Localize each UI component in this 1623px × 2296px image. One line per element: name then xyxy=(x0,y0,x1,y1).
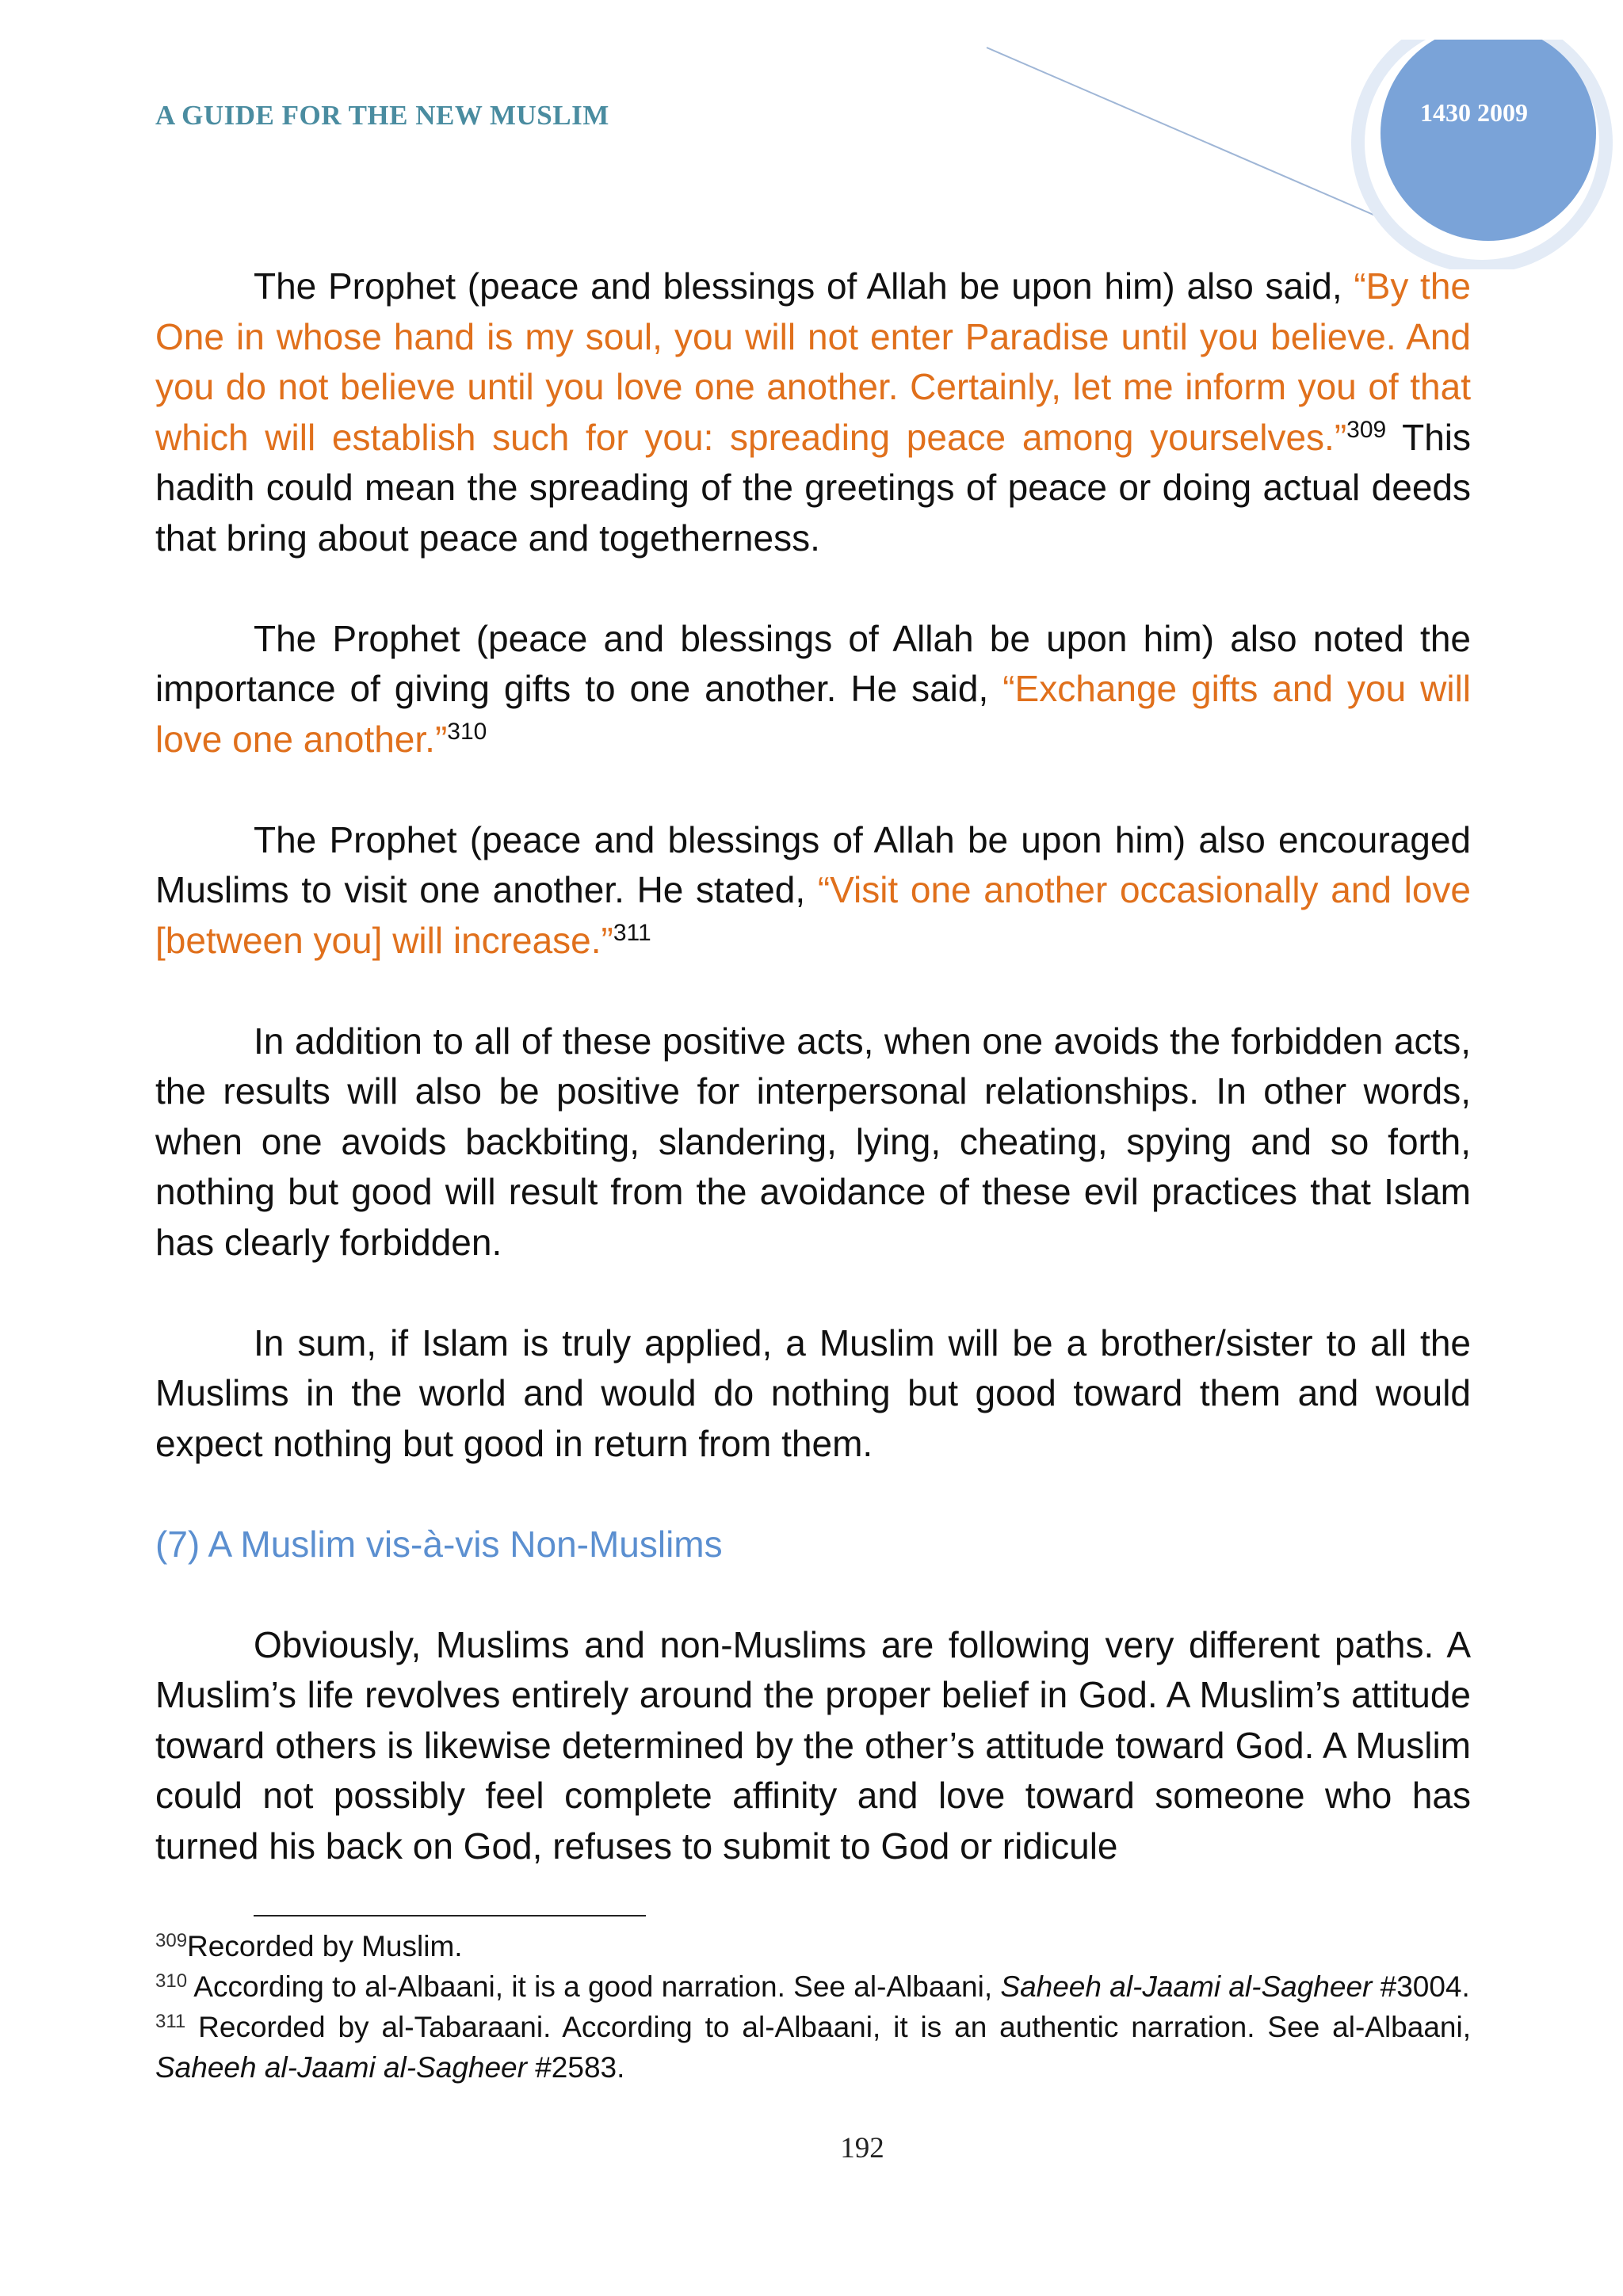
footnote-number: 311 xyxy=(155,2011,186,2032)
body-text xyxy=(155,261,1471,1871)
paragraph-text: The Prophet (peace and blessings of Allah be upon him) also noted the importance of giving gifts to one another. He said, xyxy=(155,617,1471,709)
paragraph xyxy=(155,261,1471,563)
paragraph-text: The Prophet (peace and blessings of Allah be upon him) also encouraged Muslims to visit one another. He stated, xyxy=(155,818,1471,910)
footnote xyxy=(155,2007,1471,2088)
section-heading: (7) A Muslim vis-à-vis Non-Muslims xyxy=(155,1523,723,1565)
page-number: 192 xyxy=(840,2132,884,2164)
paragraph xyxy=(155,815,1471,967)
paragraph: In sum, if Islam is truly applied, a Muslim will be a brother/sister to all the Muslims in the world and would do nothing but good toward them and would expect nothing but good in return from them. xyxy=(155,1322,1471,1464)
footnotes xyxy=(155,1926,1471,2088)
footnote-ref[interactable]: 311 xyxy=(613,919,651,946)
footnote-text: Recorded by al-Tabaraani. According to al-Albaani, it is an authentic narration. See al-Albaani, xyxy=(185,2011,1471,2043)
running-header-title: A GUIDE FOR THE NEW MUSLIM xyxy=(155,100,609,131)
footnote-text: Recorded by Muslim. xyxy=(187,1930,463,1962)
footnote-suffix: #3004. xyxy=(1372,1970,1470,2003)
paragraph: Obviously, Muslims and non-Muslims are following very different paths. A Muslim’s life revolves entirely around the proper belief in God. A Muslim’s attitude toward others is likewise determined by the other’s attitude toward God. A Muslim could not possibly feel complete affinity and love toward someone who has turned his back on God, refuses to submit to God or ridicule xyxy=(155,1623,1471,1867)
hadith-quote: “Visit one another occasionally and love [between you] will increase.” xyxy=(155,869,1472,961)
footnote-text: According to al-Albaani, it is a good narration. See al-Albaani, xyxy=(187,1970,1001,2003)
paragraph-text: This hadith could mean the spreading of the greetings of peace or doing actual deeds that bring about peace and togetherness. xyxy=(155,416,1471,559)
running-header-year: 1430 2009 xyxy=(1420,98,1528,127)
footnote xyxy=(155,1966,1471,2007)
paragraph: In addition to all of these positive acts, when one avoids the forbidden acts, the results will also be positive for interpersonal relationships. In other words, when one avoids backbiting, slandering, lying, cheating, spying and so forth, nothing but good will result from the avoidance of these evil practices that Islam has clearly forbidden. xyxy=(155,1020,1471,1263)
footnote-ref[interactable]: 309 xyxy=(1346,416,1387,443)
paragraph-text: The Prophet (peace and blessings of Allah be upon him) also said, xyxy=(254,265,1354,307)
footnote-number: 309 xyxy=(155,1930,188,1951)
hadith-quote: “By the One in whose hand is my soul, you will not enter Paradise until you believe. And you do not believe until you love one another. Certainly, let me inform you of that which will establish such for you: spreading peace among yourselves.” xyxy=(155,265,1471,458)
footnote-ref[interactable]: 310 xyxy=(447,718,487,745)
footnote-source-title: Saheeh al-Jaami al-Sagheer xyxy=(1000,1970,1373,2003)
footnote-separator xyxy=(254,1915,646,1917)
footnote xyxy=(155,1926,1471,1966)
footnote-suffix: #2583. xyxy=(526,2051,625,2084)
header-decoration xyxy=(975,40,1623,269)
footnote-source-title: Saheeh al-Jaami al-Sagheer xyxy=(155,2051,527,2084)
hadith-quote: “Exchange gifts and you will love one another.” xyxy=(155,668,1472,760)
paragraph xyxy=(155,614,1471,765)
footnote-number: 310 xyxy=(155,1970,188,1992)
